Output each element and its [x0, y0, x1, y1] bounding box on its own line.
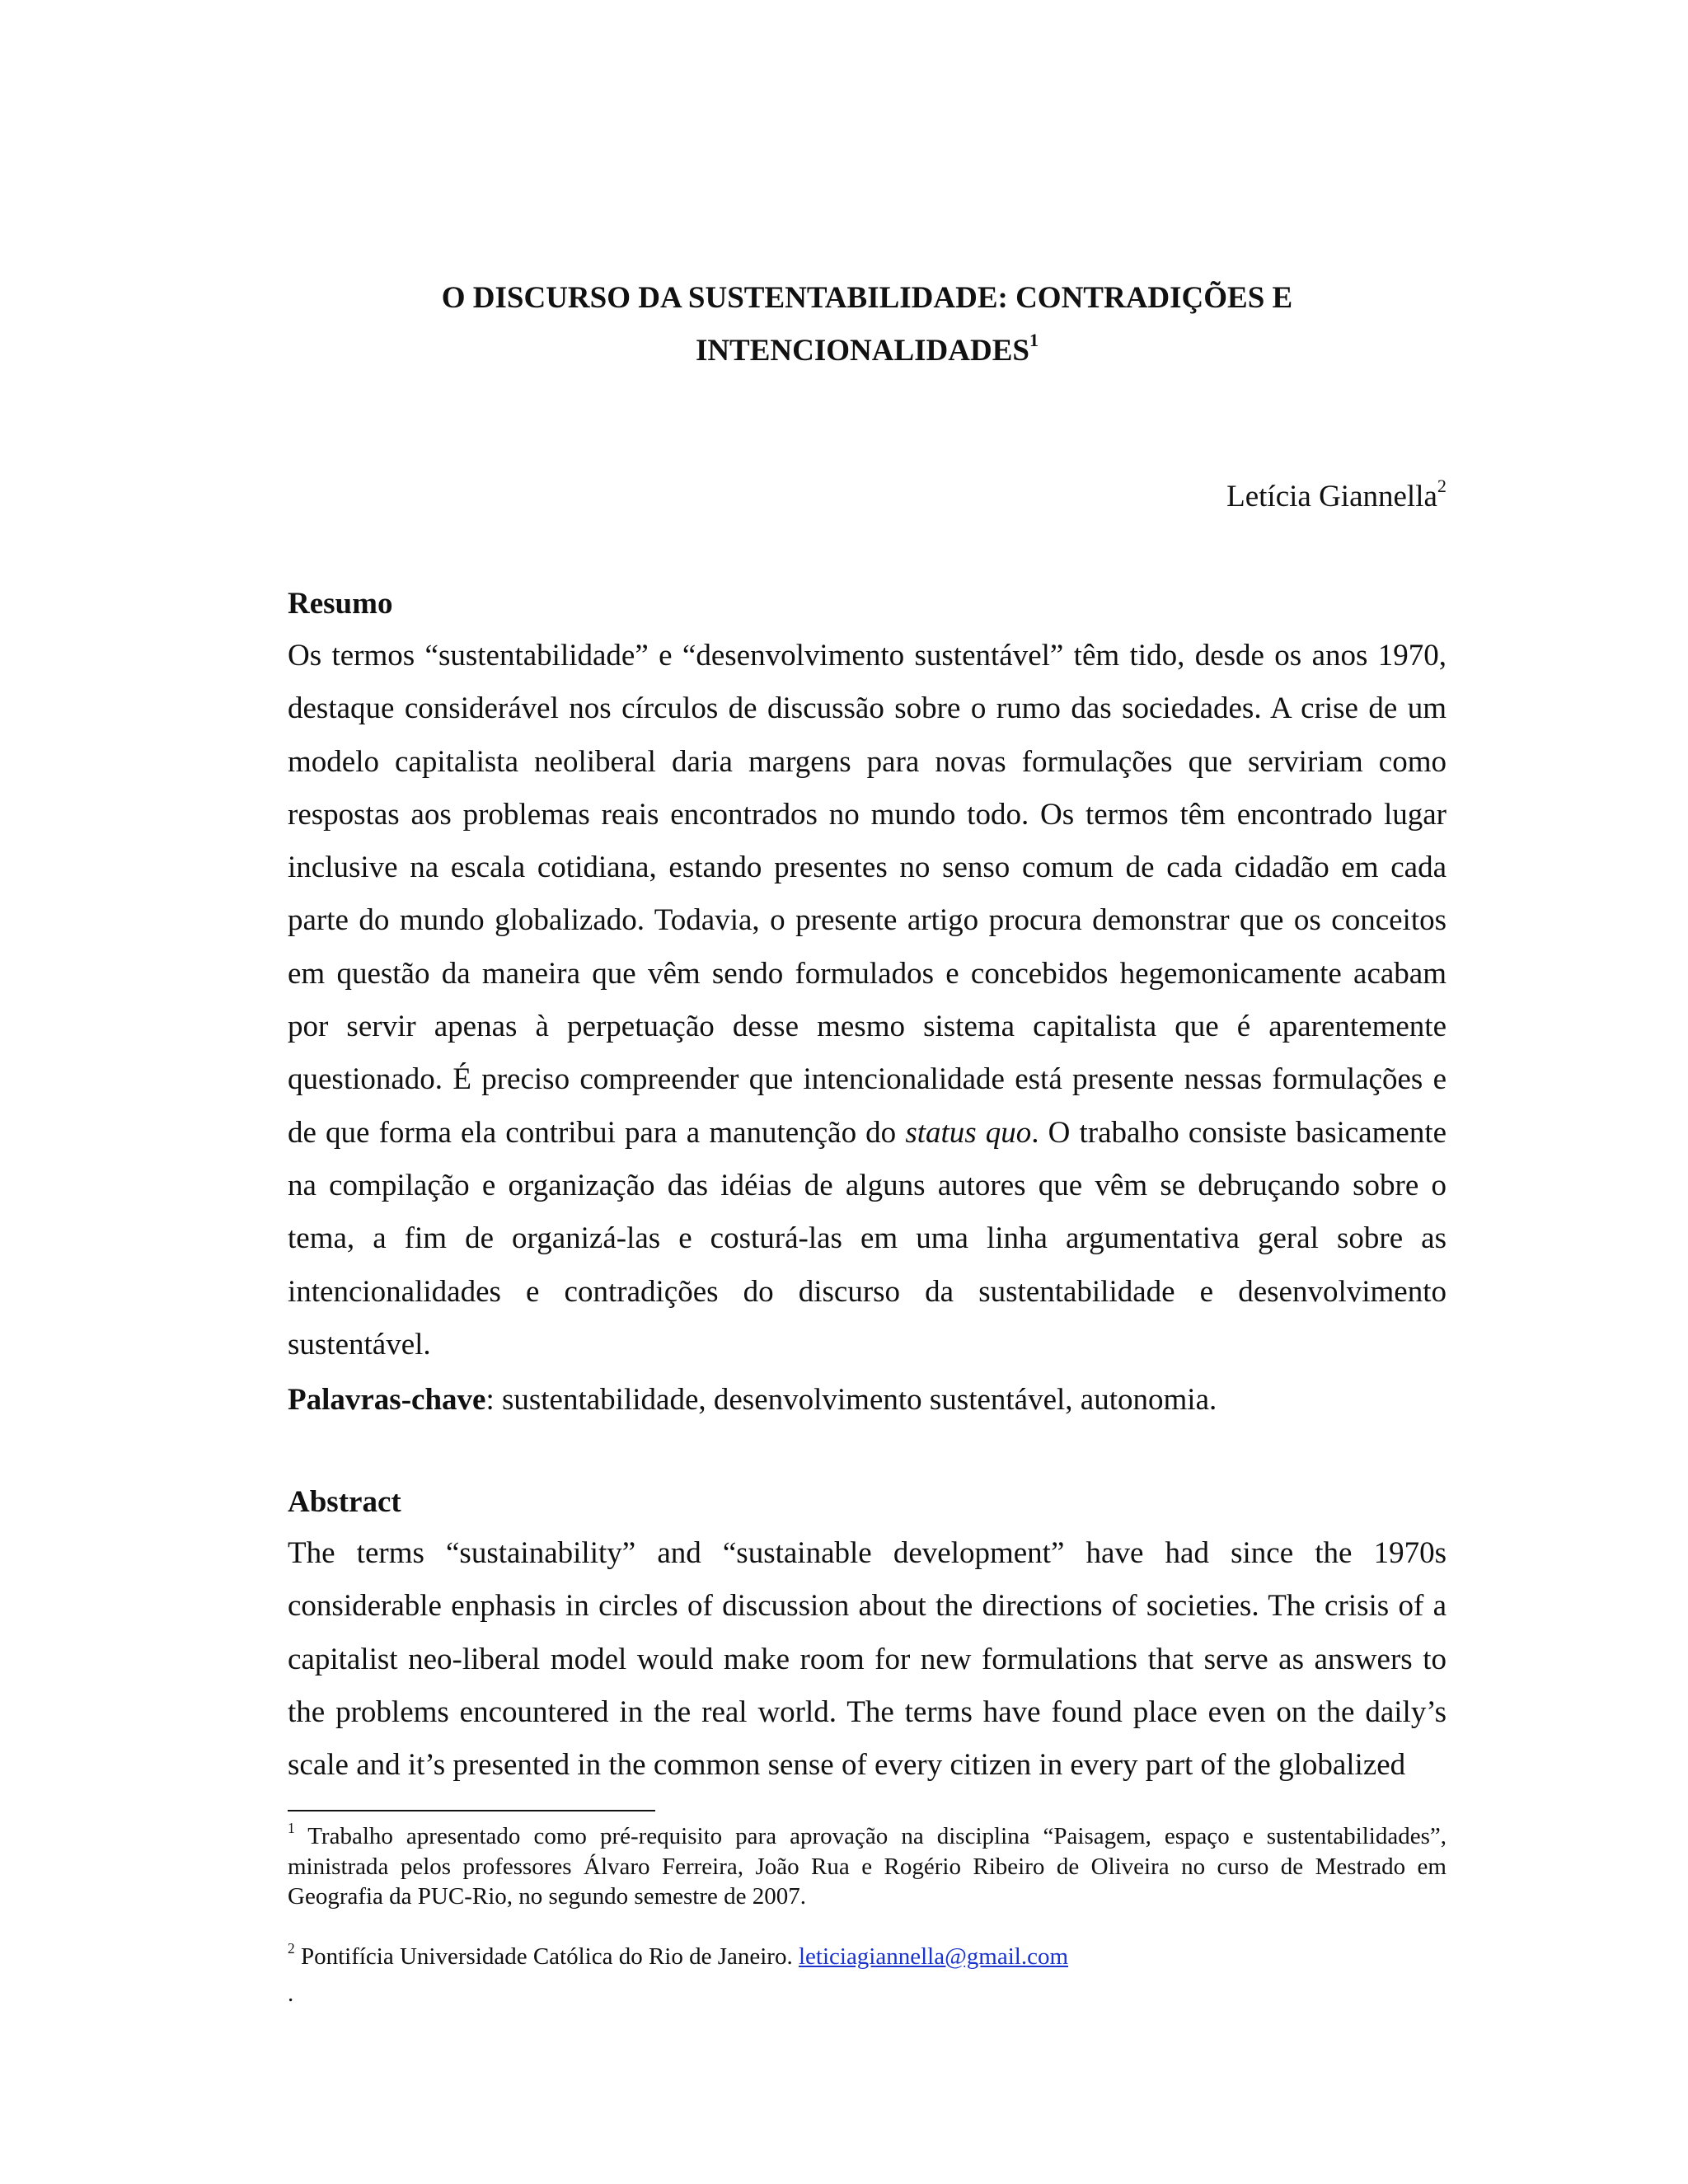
resumo-text-part-2: . O trabalho consiste basicamente na compilação e organização das idéias de alguns autores que vêm se debruçando sobre o tema, a fim de organizá-las e costurá-las em uma linha argumentativa geral sobre as intencionalidades e contradições do discurso da sustentabilidade e desenvolvimento sustentável.: [288, 1115, 1447, 1361]
footnote-1: [288, 1821, 1447, 1912]
author-footnote-mark[interactable]: 2: [1437, 476, 1447, 497]
resumo-text-part-1: Os termos “sustentabilidade” e “desenvolvimento sustentável” têm tido, desde os anos 1970, destaque considerável nos círculos de discussão sobre o rumo das sociedades. A crise de um modelo capitalista neoliberal daria margens para novas formulações que serviriam como respostas aos problemas reais encontrados no mundo todo. Os termos têm encontrado lugar inclusive na escala cotidiana, estando presentes no senso comum de cada cidadão em cada parte do mundo globalizado. Todavia, o presente artigo procura demonstrar que os conceitos em questão da maneira que vêm sendo formulados e concebidos hegemonicamente acabam por servir apenas à perpetuação desse mesmo sistema capitalista que é aparentemente questionado. É preciso compreender que intencionalidade está presente nessas formulações e de que forma ela contribui para a manutenção do: [288, 639, 1447, 1150]
footnote-1-text: Trabalho apresentado como pré-requisito para aprovação na disciplina “Paisagem, espaço e sustentabilidades”, ministrada pelos professores Álvaro Ferreira, João Rua e Rogério Ribeiro de Oliveira no curso de Mestrado em Geografia da PUC-Rio, no segundo semestre de 2007.: [288, 1823, 1447, 1910]
title-line-1: O DISCURSO DA SUSTENTABILIDADE: CONTRADIÇÕES E: [441, 281, 1293, 315]
author-line: [288, 476, 1447, 518]
abstract-body: The terms “sustainability” and “sustainable development” have had since the 1970s considerable enphasis in circles of discussion about the directions of societies. The crisis of a capitalist neo-liberal model would make room for new formulations that serve as answers to the problems encountered in the real world. The terms have found place even on the daily’s scale and it’s presented in the common sense of every citizen in every part of the globalized: [288, 1536, 1447, 1783]
trailing-dot: .: [288, 1980, 294, 2007]
footnote-1-mark: 1: [288, 1819, 295, 1836]
resumo-body: [288, 630, 1447, 1371]
keywords-label: Palavras-chave: [288, 1383, 486, 1417]
resumo-heading: Resumo: [288, 587, 393, 621]
abstract-heading: Abstract: [288, 1485, 401, 1519]
keywords-line: [288, 1374, 1447, 1427]
author-email-link[interactable]: leticiagiannella@gmail.com: [798, 1943, 1069, 1970]
paper-title: [288, 272, 1447, 377]
title-footnote-mark[interactable]: 1: [1029, 330, 1039, 351]
resumo-italic-term: status quo: [905, 1115, 1032, 1150]
title-line-2: [288, 325, 1447, 377]
keywords-text: : sustentabilidade, desenvolvimento sustentável, autonomia.: [485, 1383, 1217, 1417]
author-name: Letícia Giannella: [1226, 480, 1437, 513]
footnote-2: [288, 1939, 1447, 1972]
footnote-separator: [288, 1810, 655, 1811]
footnote-2-text: Pontifícia Universidade Católica do Rio de Janeiro.: [294, 1943, 799, 1970]
title-line-2-text: INTENCIONALIDADES: [695, 334, 1029, 368]
footnote-2-mark: 2: [288, 1939, 295, 1957]
